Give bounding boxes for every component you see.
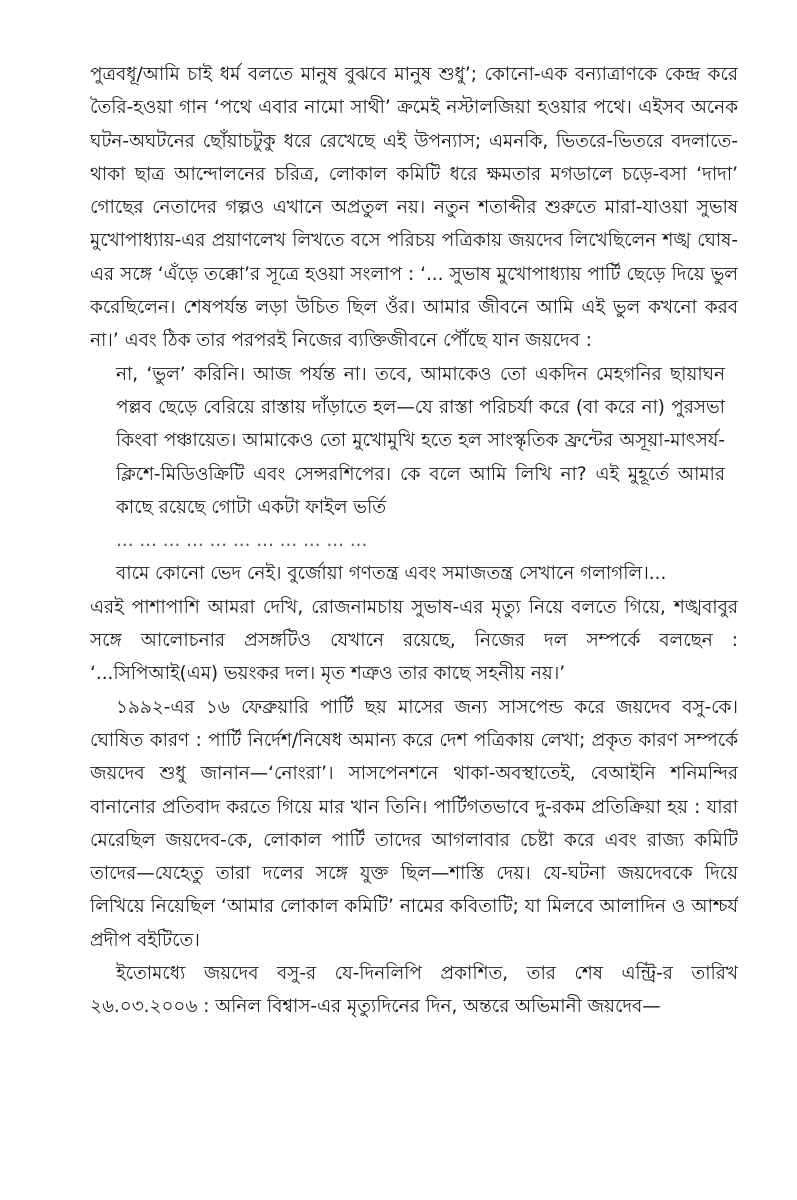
quote-smeared-lines: ... ... ... ... ... ... ... ... ... ... ... — [116, 530, 368, 552]
paragraph-4: ইতোমধ্যে জয়দেব বসু-র যে-দিনলিপি প্রকাশিত, তার শেষ এন্ট্রি-র তারিখ ২৬.০৩.২০০৬ : অনিল বিশ্বাস-এর মৃত্যুদিনের দিন, অন্তরে অভিমানী জয়দেব— — [90, 963, 738, 1018]
book-page — [90, 58, 738, 1178]
quote-text: না, ‘ভুল’ করিনি। আজ পর্যন্ত না। তবে, আমাকেও তো একদিন মেহগনির ছায়াঘন পল্লব ছেড়ে বেরিয়ে রাস্তায় দাঁড়াতে হল—যে রাস্তা পরিচর্যা করে (বা করে না) পুরসভা কিংবা পঞ্চায়েত। আমাকেও তো মুখোমুখি হতে হল সাংস্কৃতিক ফ্রন্টের অসূয়া-মাৎসর্য-ক্লিশে-মিডিওক্রিটি এবং সেন্সরশিপের। কে বলে আমি লিখি না? এই মুহূর্তে আমার কাছে রয়েছে গোটা একটা ফাইল ভর্তি — [116, 363, 725, 518]
paragraph-3: ১৯৯২-এর ১৬ ফেব্রুয়ারি পার্টি ছয় মাসের জন্য সাসপেন্ড করে জয়দেব বসু-কে। ঘোষিত কারণ : পার্টি নির্দেশ/নিষেধ অমান্য করে দেশ পত্রিকায় লেখা; প্রকৃত কারণ সম্পর্কে জয়দেব শুধু জানান—‘নোংরা’। সাসপেনশনে থাকা-অবস্থাতেই, বেআইনি শনিমন্দির বানানোর প্রতিবাদ করতে গিয়ে মার খান তিনি। পার্টিগতভাবে দু-রকম প্রতিক্রিয়া হয় : যারা মেরেছিল জয়দেব-কে, লোকাল পার্টি তাদের আগলাবার চেষ্টা করে এবং রাজ্য কমিটি তাদের—যেহেতু তারা দলের সঙ্গে যুক্ত ছিল—শাস্তি দেয়। যে-ঘটনা জয়দেবকে দিয়ে লিখিয়ে নিয়েছিল ‘আমার লোকাল কমিটি’ নামের কবিতাটি; যা মিলবে আলাদিন ও আশ্চর্য প্রদীপ বইটিতে। — [90, 696, 738, 951]
block-quote — [116, 358, 725, 591]
paragraph-2: এরই পাশাপাশি আমরা দেখি, রোজনামচায় সুভাষ-এর মৃত্যু নিয়ে বলতে গিয়ে, শঙ্খবাবুর সঙ্গে আলোচনার প্রসঙ্গটিও যেখানে রয়েছে, নিজের দল সম্পর্কে বলছেন : ‘...সিপিআই(এম) ভয়ংকর দল। মৃত শত্রুও তার কাছে সহনীয় নয়।’ — [90, 596, 738, 685]
paragraph-1: পুত্রবধূ/আমি চাই ধর্ম বলতে মানুষ বুঝবে মানুষ শুধু’; কোনো-এক বন্যাত্রাণকে কেন্দ্র করে তৈরি-হওয়া গান ‘পথে এবার নামো সাথী’ ক্রমেই নস্টালজিয়া হওয়ার পথে। এইসব অনেক ঘটন-অঘটনের ছোঁয়াচটুকু ধরে রেখেছে এই উপন্যাস; এমনকি, ভিতরে-ভিতরে বদলাতে-থাকা ছাত্র আন্দোলনের চরিত্র, লোকাল কমিটি ধরে ক্ষমতার মগডালে চড়ে-বসা ‘দাদা’ গোছের নেতাদের গল্পও এখানে অপ্রতুল নয়। নতুন শতাব্দীর শুরুতে মারা-যাওয়া সুভাষ মুখোপাধ্যায়-এর প্রয়াণলেখ লিখতে বসে পরিচয় পত্রিকায় জয়দেব লিখেছিলেন শঙ্খ ঘোষ-এর সঙ্গে ‘এঁড়ে তক্কো’র সূত্রে হওয়া সংলাপ : ‘... সুভাষ মুখোপাধ্যায় পার্টি ছেড়ে দিয়ে ভুল করেছিলেন। শেষপর্যন্ত লড়া উচিত ছিল ওঁর। আমার জীবনে আমি এই ভুল কখনো করব না।’ এবং ঠিক তার পরপরই নিজের ব্যক্তিজীবনে পৌঁছে যান জয়দেব : — [90, 64, 738, 352]
quote-end: বামে কোনো ভেদ নেই। বুর্জোয়া গণতন্ত্র এবং সমাজতন্ত্র সেখানে গলাগলি।... — [116, 563, 667, 585]
